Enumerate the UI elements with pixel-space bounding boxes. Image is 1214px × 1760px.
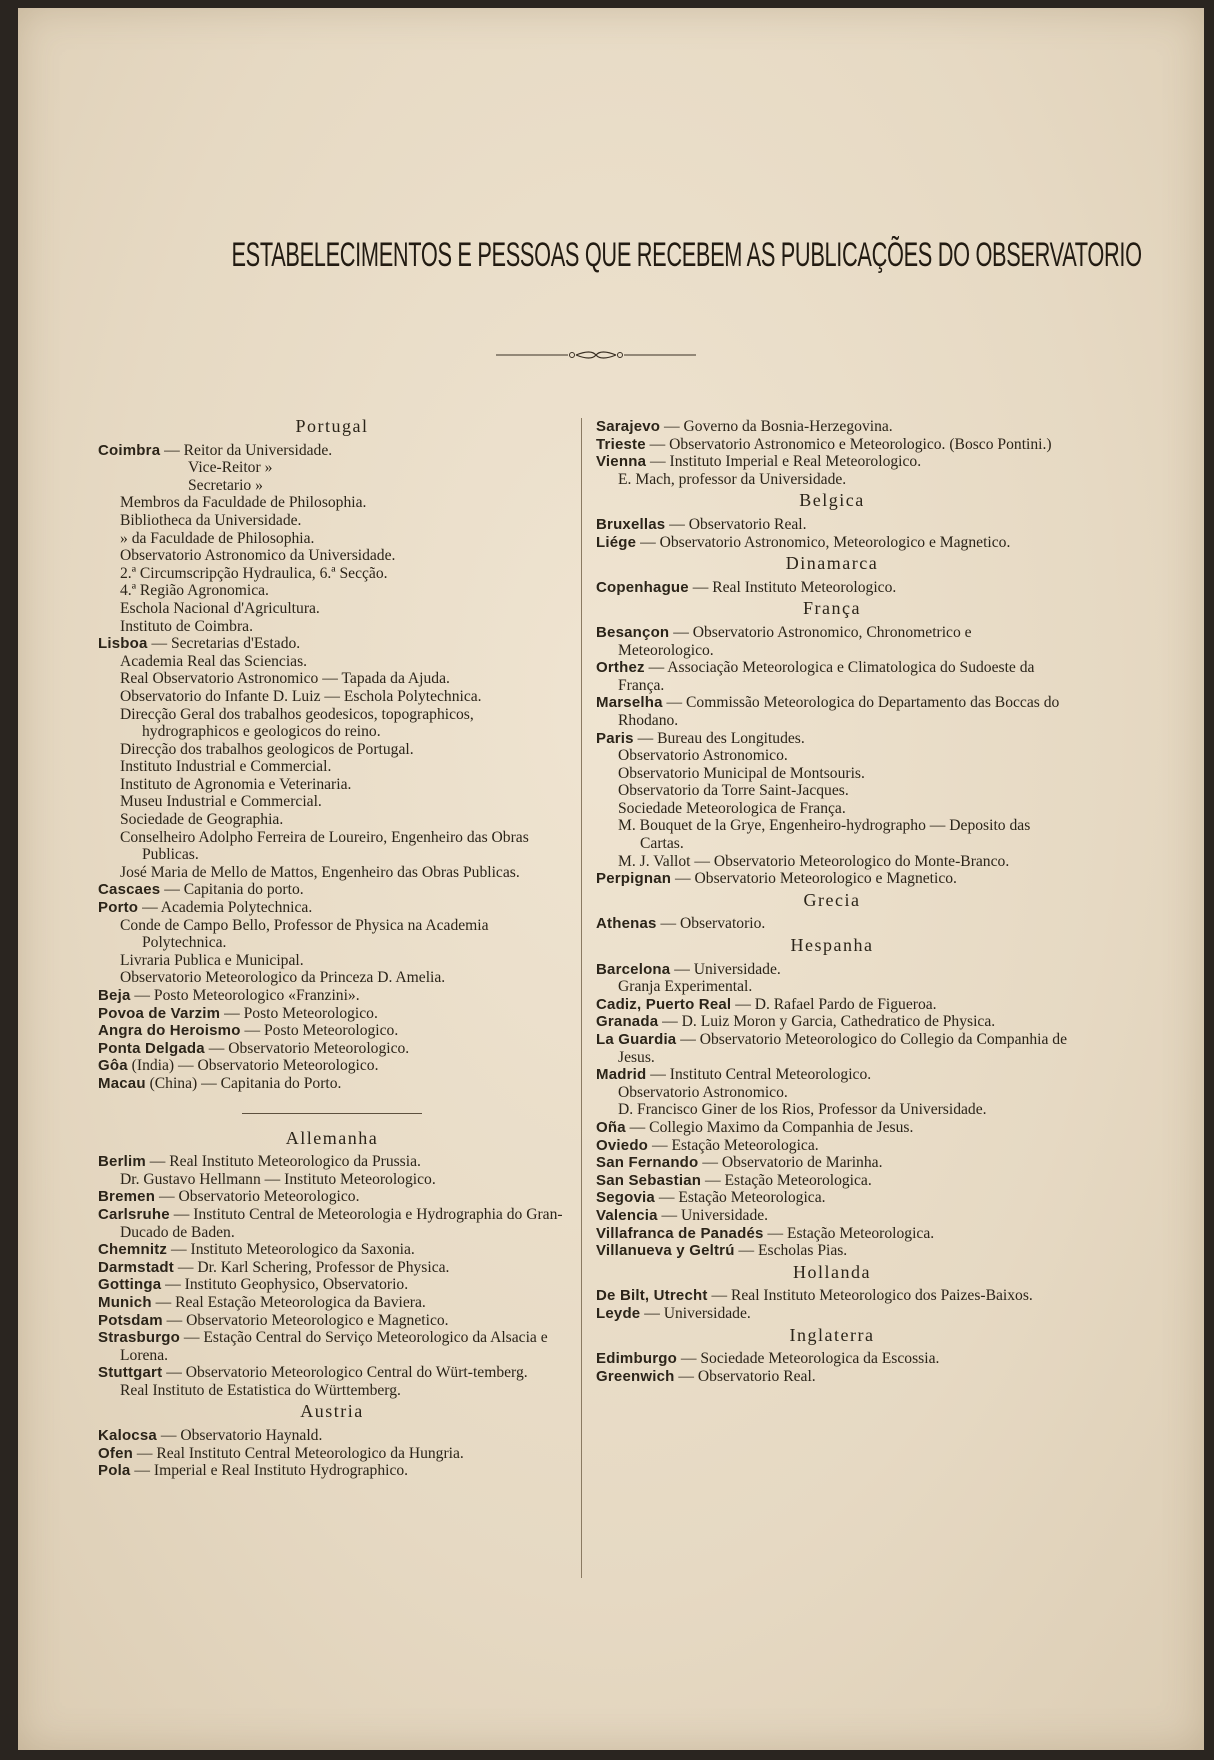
entry-text: E. Mach, professor da Universidade.: [618, 470, 847, 488]
entry-text: — Secretarias d'Estado.: [147, 635, 301, 653]
list-item: [98, 1206, 566, 1241]
entry-text: — Commissão Meteorologica do Departamento das Boccas do Rhodano.: [618, 694, 1060, 729]
city-name: Gottinga: [98, 1276, 162, 1294]
list-item: [98, 494, 566, 512]
entry-text: — Instituto Geophysico, Observatorio.: [161, 1276, 409, 1294]
list-item: [98, 1153, 566, 1171]
entry-text: — Observatorio Meteorologico e Magnetico.: [162, 1311, 449, 1329]
list-item: [98, 653, 566, 671]
city-name: Cascaes: [98, 881, 161, 899]
country-heading: Belgica: [799, 490, 865, 511]
entry-text: » da Faculdade de Philosophia.: [120, 529, 315, 547]
city-name: Paris: [596, 729, 634, 747]
list-item: [98, 600, 566, 618]
list-item: [596, 1350, 1068, 1368]
list-item: [596, 1154, 1068, 1172]
entry-text: — Estação Meteorologica.: [763, 1224, 935, 1242]
list-item: [98, 530, 566, 548]
country-section: [596, 1261, 1068, 1323]
city-name: Pola: [98, 1462, 131, 1480]
entry-text: Sociedade de Geographia.: [120, 811, 284, 829]
list-item: [98, 829, 566, 864]
left-column: [98, 418, 566, 1484]
country-heading: Hollanda: [793, 1261, 871, 1282]
city-name: La Guardia: [596, 1031, 677, 1048]
entry-text: — Instituto Central Meteorologico.: [646, 1066, 872, 1084]
entry-text: 2.ª Circumscripção Hydraulica, 6.ª Secção.: [120, 564, 388, 582]
list-item: [98, 670, 566, 688]
entry-text: — Dr. Karl Schering, Professor de Physica.: [174, 1258, 450, 1276]
country-section: [98, 1113, 566, 1400]
list-item: [98, 1294, 566, 1312]
entry-text: (India) — Observatorio Meteorologico.: [127, 1057, 379, 1075]
list-item: [596, 978, 1068, 996]
list-item: [98, 1462, 566, 1480]
entry-text: — Observatorio Meteorologico Central do Würt-temberg.: [162, 1364, 528, 1382]
city-name: Porto: [98, 899, 139, 917]
list-item: [98, 1259, 566, 1277]
entry-text: — Observatorio Real.: [674, 1367, 816, 1385]
city-name: Strasburgo: [98, 1329, 181, 1347]
city-name: Greenwich: [596, 1367, 675, 1385]
list-item: [98, 899, 566, 917]
list-item: [98, 917, 566, 952]
country-section: [596, 492, 1068, 551]
entry-text: — Real Instituto Meteorologico dos Paizes-Baixos.: [707, 1287, 1033, 1305]
list-item: [596, 471, 1068, 489]
entry-text: — Universidade.: [657, 1206, 769, 1224]
list-item: [596, 1207, 1068, 1225]
country-section: [596, 555, 1068, 596]
list-item: [98, 1057, 566, 1075]
entry-text: — Academia Polytechnica.: [138, 899, 313, 917]
list-item: [98, 565, 566, 583]
entry-text: Observatorio Astronomico.: [618, 1083, 788, 1101]
entry-text: Observatorio da Torre Saint-Jacques.: [618, 782, 849, 800]
city-name: Beja: [98, 987, 131, 1004]
entry-text: Real Observatorio Astronomico — Tapada da Ajuda.: [120, 670, 450, 688]
country-heading: Dinamarca: [785, 553, 879, 574]
city-name: Kalocsa: [98, 1427, 157, 1445]
city-name: Darmstadt: [98, 1258, 174, 1276]
list-item: [596, 782, 1068, 800]
list-item: [596, 436, 1068, 454]
list-item: [596, 659, 1068, 694]
entry-text: — Observatorio Meteorologico do Collegio da Companhia de Jesus.: [618, 1031, 1067, 1066]
right-column: [596, 418, 1068, 1389]
entry-text: Secretario »: [188, 476, 263, 494]
entry-text: — Imperial e Real Instituto Hydrographico.: [130, 1462, 409, 1480]
city-name: Trieste: [596, 435, 646, 453]
entry-text: — Posto Meteorologico «Franzini».: [130, 987, 360, 1004]
list-item: [98, 1188, 566, 1206]
column-divider: [581, 418, 582, 1578]
entry-text: — Observatorio Meteorologico.: [204, 1039, 410, 1057]
entry-text: — Real Instituto Meteorologico da Prussia.: [145, 1153, 421, 1171]
city-name: Sarajevo: [596, 418, 661, 435]
entry-text: Sociedade Meteorologica de França.: [618, 799, 846, 817]
city-name: De Bilt, Utrecht: [596, 1287, 708, 1305]
entry-text: Observatorio Meteorologico da Princeza D. Amelia.: [120, 969, 446, 987]
entry-text: Direcção Geral dos trabalhos geodesicos, topographicos, hydrographicos e geologicos do reino.: [120, 705, 474, 741]
list-item: [98, 582, 566, 600]
city-name: Besançon: [596, 623, 670, 641]
list-item: [98, 1171, 566, 1189]
list-item: [98, 688, 566, 706]
entry-text: — Sociedade Meteorologica da Escossia.: [676, 1350, 940, 1368]
entry-text: — Real Estação Meteorologica da Baviera.: [151, 1293, 426, 1311]
city-name: Villanueva y Geltrú: [596, 1242, 735, 1260]
entry-text: — Estação Meteorologica.: [654, 1189, 826, 1207]
list-item: [98, 1427, 566, 1445]
city-name: Liége: [596, 533, 637, 551]
list-item: [98, 987, 566, 1005]
city-name: Oviedo: [596, 1136, 649, 1154]
city-name: Leyde: [596, 1304, 641, 1322]
country-heading: França: [803, 598, 861, 619]
entry-text: Observatorio do Infante D. Luiz — Eschola Polytechnica.: [120, 687, 482, 705]
entry-text: — Estação Meteorologica.: [701, 1171, 872, 1189]
city-name: Orthez: [596, 659, 645, 677]
country-heading: Portugal: [295, 416, 369, 436]
entry-text: Livraria Publica e Municipal.: [120, 951, 304, 969]
list-item: [98, 864, 566, 882]
ornament-divider-icon: [496, 348, 696, 362]
entry-text: Observatorio Astronomico da Universidade.: [120, 547, 396, 565]
entry-text: — Observatorio Astronomico, Meteorologico e Magnetico.: [636, 533, 1011, 551]
list-item: [98, 618, 566, 636]
entry-text: — Instituto Imperial e Real Meteorologico.: [646, 453, 922, 471]
entry-text: — Posto Meteorologico.: [220, 1004, 378, 1022]
entry-text: Conde de Campo Bello, Professor de Physica na Academia Polytechnica.: [120, 916, 489, 952]
entry-text: — Universidade.: [670, 960, 781, 978]
list-item: [596, 1137, 1068, 1155]
country-section: [596, 600, 1068, 888]
list-item: [596, 1172, 1068, 1190]
list-item: [596, 1189, 1068, 1207]
list-item: [596, 694, 1068, 729]
list-item: [596, 1101, 1068, 1119]
entry-text: — Capitania do porto.: [160, 881, 304, 899]
entry-text: — Observatorio Astronomico e Meteorologico. (Bosco Pontini.): [645, 435, 1052, 453]
city-name: Madrid: [596, 1066, 647, 1084]
country-section: [596, 889, 1068, 933]
list-item: [596, 1225, 1068, 1243]
entry-text: José Maria de Mello de Mattos, Engenheiro das Obras Publicas.: [120, 863, 520, 881]
entry-text: D. Francisco Giner de los Rios, Professor da Universidade.: [618, 1101, 987, 1119]
list-item: [98, 459, 566, 477]
list-item: [596, 1368, 1068, 1386]
list-item: [596, 915, 1068, 933]
list-item: [596, 1287, 1068, 1305]
section-rule: [242, 1113, 422, 1114]
list-item: [98, 706, 566, 741]
city-name: Bruxellas: [596, 515, 666, 533]
city-name: Segovia: [596, 1189, 655, 1207]
entry-text: — Instituto Meteorologico da Saxonia.: [167, 1241, 415, 1259]
list-item: [98, 477, 566, 495]
city-name: Cadiz, Puerto Real: [596, 995, 732, 1013]
entry-text: — Observatorio Real.: [665, 515, 807, 533]
entry-text: Observatorio Astronomico.: [618, 747, 788, 765]
entry-text: — Bureau des Longitudes.: [633, 729, 805, 747]
city-name: Stuttgart: [98, 1364, 163, 1382]
city-name: Ofen: [98, 1444, 133, 1462]
entry-text: Direcção dos trabalhos geologicos de Portugal.: [120, 740, 414, 758]
country-heading: Grecia: [803, 889, 861, 910]
list-item: [98, 1382, 566, 1400]
list-item: [596, 1084, 1068, 1102]
country-heading: Hespanha: [790, 935, 874, 956]
city-name: San Sebastian: [596, 1171, 702, 1189]
list-item: [98, 1329, 566, 1364]
list-item: [596, 765, 1068, 783]
entry-text: — Reitor da Universidade.: [160, 441, 333, 459]
entry-text: — Observatorio de Marinha.: [698, 1154, 883, 1172]
list-item: [596, 579, 1068, 597]
city-name: Munich: [98, 1293, 152, 1311]
list-item: [98, 1445, 566, 1463]
entry-text: Membros da Faculdade de Philosophia.: [120, 494, 367, 512]
entry-text: — Governo da Bosnia-Herzegovina.: [660, 418, 893, 435]
city-name: Villafranca de Panadés: [596, 1224, 764, 1242]
entry-text: — Instituto Central de Meteorologia e Hydrographia do Gran-Ducado de Baden.: [120, 1205, 563, 1241]
list-item: [98, 741, 566, 759]
document-page: [18, 8, 1204, 1750]
entry-text: Eschola Nacional d'Agricultura.: [120, 599, 320, 617]
entry-text: — Real Instituto Central Meteorologico da Hungria.: [132, 1444, 464, 1462]
list-item: [596, 996, 1068, 1014]
city-name: Potsdam: [98, 1311, 163, 1329]
city-name: Coimbra: [98, 441, 161, 459]
list-item: [98, 881, 566, 899]
entry-text: (China) — Capitania do Porto.: [145, 1074, 342, 1092]
list-item: [596, 1242, 1068, 1260]
list-item: [596, 534, 1068, 552]
country-section: [98, 418, 566, 1093]
entry-text: — Posto Meteorologico.: [240, 1022, 399, 1040]
list-item: [596, 516, 1068, 534]
list-item: [596, 730, 1068, 748]
country-section: [596, 418, 1068, 488]
entry-text: — Estação Meteorologica.: [648, 1136, 819, 1154]
entry-text: Conselheiro Adolpho Ferreira de Loureiro, Engenheiro das Obras Publicas.: [120, 828, 529, 864]
list-item: [98, 547, 566, 565]
city-name: Carlsruhe: [98, 1205, 170, 1223]
entry-text: — Observatorio Meteorologico e Magnetico.: [671, 870, 957, 888]
list-item: [98, 952, 566, 970]
list-item: [596, 961, 1068, 979]
list-item: [596, 870, 1068, 888]
list-item: [98, 758, 566, 776]
entry-text: M. Bouquet de la Grye, Engenheiro-hydrographo — Deposito das Cartas.: [618, 817, 1031, 853]
entry-text: Museu Industrial e Commercial.: [120, 793, 322, 811]
list-item: [596, 1013, 1068, 1031]
list-item: [596, 624, 1068, 659]
entry-text: — Associação Meteorologica e Climatologica do Sudoeste da França.: [618, 659, 1035, 694]
entry-text: — Universidade.: [640, 1304, 751, 1322]
list-item: [596, 747, 1068, 765]
page-title: ESTABELECIMENTOS E PESSOAS QUE RECEBEM AS PUBLICAÇÕES DO OBSERVATORIO: [231, 236, 1142, 274]
entry-text: — Observatorio.: [656, 915, 766, 933]
list-item: [98, 1022, 566, 1040]
country-heading: Inglaterra: [789, 1324, 875, 1345]
list-item: [596, 1305, 1068, 1323]
city-name: Oña: [596, 1118, 626, 1136]
list-item: [596, 853, 1068, 871]
city-name: Athenas: [596, 915, 657, 933]
entry-text: Instituto de Coimbra.: [120, 617, 253, 635]
country-heading: Austria: [300, 1401, 364, 1422]
list-item: [596, 817, 1068, 852]
list-item: [98, 512, 566, 530]
entry-text: Observatorio Municipal de Montsouris.: [618, 764, 865, 782]
country-section: [596, 937, 1068, 1260]
list-item: [98, 1075, 566, 1093]
list-item: [98, 776, 566, 794]
entry-text: Vice-Reitor »: [188, 459, 273, 477]
entry-text: — Collegio Maximo da Companhia de Jesus.: [625, 1118, 914, 1136]
list-item: [596, 1119, 1068, 1137]
city-name: Chemnitz: [98, 1241, 168, 1259]
list-item: [98, 442, 566, 460]
list-item: [98, 1005, 566, 1023]
city-name: Edimburgo: [596, 1350, 677, 1368]
city-name: Marselha: [596, 694, 663, 712]
entry-text: M. J. Vallot — Observatorio Meteorologico do Monte-Branco.: [618, 852, 1010, 870]
entry-text: — Escholas Pias.: [734, 1242, 848, 1260]
list-item: [98, 1364, 566, 1382]
city-name: Gôa: [98, 1057, 128, 1075]
city-name: Ponta Delgada: [98, 1039, 205, 1057]
list-item: [98, 635, 566, 653]
entry-text: 4.ª Região Agronomica.: [120, 582, 269, 600]
city-name: Granada: [596, 1013, 659, 1031]
entry-text: — Observatorio Meteorologico.: [155, 1188, 360, 1206]
country-heading: Allemanha: [285, 1127, 379, 1148]
city-name: Copenhague: [596, 578, 689, 596]
list-item: [98, 793, 566, 811]
entry-text: Granja Experimental.: [618, 978, 753, 996]
list-item: [596, 1066, 1068, 1084]
entry-text: Instituto Industrial e Commercial.: [120, 758, 332, 776]
entry-text: — Observatorio Astronomico, Chronometrico e Meteorologico.: [618, 623, 972, 659]
entry-text: — Real Instituto Meteorologico.: [688, 578, 897, 596]
list-item: [596, 1031, 1068, 1066]
list-item: [98, 811, 566, 829]
city-name: Bremen: [98, 1188, 156, 1206]
city-name: Vienna: [596, 453, 647, 471]
city-name: San Fernando: [596, 1154, 699, 1172]
city-name: Barcelona: [596, 960, 671, 978]
city-name: Berlim: [98, 1153, 146, 1171]
entry-text: — D. Rafael Pardo de Figueroa.: [731, 995, 937, 1013]
entry-text: — D. Luiz Moron y Garcia, Cathedratico de Physica.: [658, 1013, 996, 1031]
list-item: [98, 1241, 566, 1259]
entry-text: Real Instituto de Estatistica do Württemberg.: [120, 1381, 401, 1399]
city-name: Perpignan: [596, 870, 672, 888]
list-item: [98, 969, 566, 987]
entry-text: Bibliotheca da Universidade.: [120, 511, 302, 529]
entry-text: Instituto de Agronomia e Veterinaria.: [120, 775, 352, 793]
list-item: [98, 1312, 566, 1330]
country-section: [596, 1324, 1068, 1386]
city-name: Lisboa: [98, 635, 148, 653]
country-section: [98, 1403, 566, 1479]
list-item: [98, 1040, 566, 1058]
list-item: [596, 418, 1068, 436]
list-item: [596, 453, 1068, 471]
list-item: [596, 800, 1068, 818]
city-name: Macau: [98, 1074, 146, 1092]
entry-text: Dr. Gustavo Hellmann — Instituto Meteorologico.: [120, 1170, 436, 1188]
list-item: [98, 1276, 566, 1294]
entry-text: — Observatorio Haynald.: [156, 1427, 323, 1445]
entry-text: Academia Real das Sciencias.: [120, 652, 308, 670]
entry-text: — Estação Central do Serviço Meteorologico da Alsacia e Lorena.: [120, 1329, 548, 1364]
city-name: Povoa de Varzim: [98, 1004, 221, 1022]
city-name: Angra do Heroismo: [98, 1022, 241, 1040]
city-name: Valencia: [596, 1206, 658, 1224]
